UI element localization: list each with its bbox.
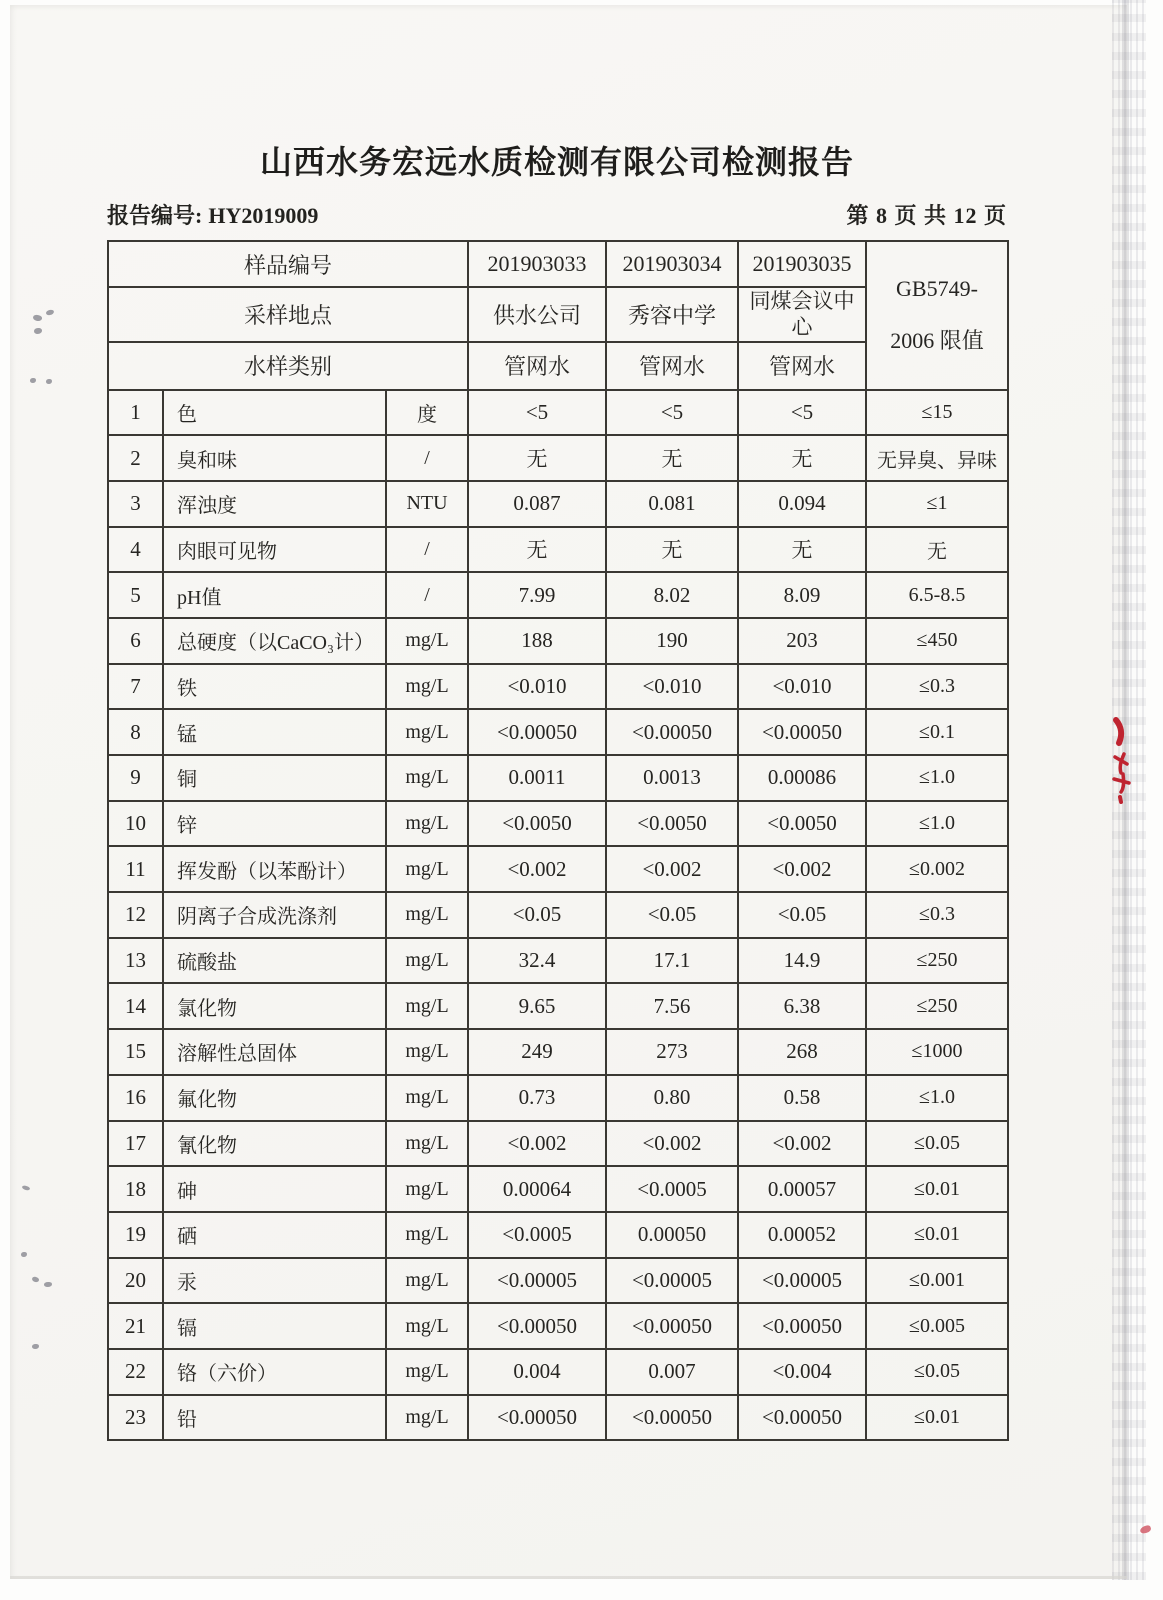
sample2-value: 8.02 bbox=[606, 572, 738, 618]
sample1-value: <0.0050 bbox=[468, 801, 606, 847]
unit: mg/L bbox=[386, 1395, 468, 1441]
table-row bbox=[108, 390, 1008, 436]
page-indicator: 第 8 页 共 12 页 bbox=[846, 203, 1007, 228]
unit: / bbox=[386, 527, 468, 573]
parameter-name: 臭和味 bbox=[163, 435, 386, 481]
header-cell: 管网水 bbox=[468, 342, 606, 390]
limit-value: ≤0.01 bbox=[866, 1166, 1008, 1212]
sample2-value: 无 bbox=[606, 527, 738, 573]
sample2-value: 0.0013 bbox=[606, 755, 738, 801]
table-row bbox=[108, 1395, 1008, 1441]
table-row bbox=[108, 938, 1008, 984]
limit-value: ≤450 bbox=[866, 618, 1008, 664]
row-number: 1 bbox=[108, 390, 163, 436]
limit-value: ≤0.3 bbox=[866, 892, 1008, 938]
sample3-value: 0.00052 bbox=[738, 1212, 866, 1258]
unit: mg/L bbox=[386, 983, 468, 1029]
sample1-value: <0.00050 bbox=[468, 1395, 606, 1441]
sample3-value: 6.38 bbox=[738, 983, 866, 1029]
parameter-name: 色 bbox=[163, 390, 386, 436]
limit-value: ≤250 bbox=[866, 983, 1008, 1029]
sample1-value: <0.00050 bbox=[468, 709, 606, 755]
header-cell: 供水公司 bbox=[468, 287, 606, 342]
parameter-name: 硒 bbox=[163, 1212, 386, 1258]
row-number: 8 bbox=[108, 709, 163, 755]
table-row bbox=[108, 846, 1008, 892]
sample2-value: <0.002 bbox=[606, 846, 738, 892]
sample1-value: 无 bbox=[468, 435, 606, 481]
unit: mg/L bbox=[386, 1303, 468, 1349]
row-number: 20 bbox=[108, 1258, 163, 1304]
parameter-name: 铜 bbox=[163, 755, 386, 801]
row-number: 21 bbox=[108, 1303, 163, 1349]
limit-value: ≤1.0 bbox=[866, 1075, 1008, 1121]
table-row bbox=[108, 755, 1008, 801]
limit-value: ≤1 bbox=[866, 481, 1008, 527]
limit-value: ≤0.3 bbox=[866, 664, 1008, 710]
parameter-name: 硫酸盐 bbox=[163, 938, 386, 984]
limit-value: ≤250 bbox=[866, 938, 1008, 984]
unit: mg/L bbox=[386, 664, 468, 710]
parameter-name: 铬（六价） bbox=[163, 1349, 386, 1395]
limit-value: ≤15 bbox=[866, 390, 1008, 436]
limit-value: 6.5-8.5 bbox=[866, 572, 1008, 618]
table-row bbox=[108, 709, 1008, 755]
limit-value: ≤0.001 bbox=[866, 1258, 1008, 1304]
sample2-value: <0.00005 bbox=[606, 1258, 738, 1304]
sample2-value: <0.010 bbox=[606, 664, 738, 710]
sample3-value: <5 bbox=[738, 390, 866, 436]
unit: mg/L bbox=[386, 709, 468, 755]
parameter-name: 锌 bbox=[163, 801, 386, 847]
limit-value: 无异臭、异味 bbox=[866, 435, 1008, 481]
table-row bbox=[108, 1029, 1008, 1075]
report-meta bbox=[107, 199, 1007, 230]
sample1-value: <5 bbox=[468, 390, 606, 436]
row-number: 11 bbox=[108, 846, 163, 892]
table-row bbox=[108, 1121, 1008, 1167]
header-row bbox=[108, 241, 1008, 287]
row-number: 19 bbox=[108, 1212, 163, 1258]
sample1-value: <0.0005 bbox=[468, 1212, 606, 1258]
sample1-value: <0.002 bbox=[468, 1121, 606, 1167]
unit: mg/L bbox=[386, 1349, 468, 1395]
row-number: 14 bbox=[108, 983, 163, 1029]
row-number: 4 bbox=[108, 527, 163, 573]
limit-value: ≤0.01 bbox=[866, 1395, 1008, 1441]
row-number: 12 bbox=[108, 892, 163, 938]
paper-sheet bbox=[10, 5, 1127, 1579]
sample2-value: <0.05 bbox=[606, 892, 738, 938]
header-cell: 同煤会议中心 bbox=[738, 287, 866, 342]
row-number: 15 bbox=[108, 1029, 163, 1075]
parameter-name: 镉 bbox=[163, 1303, 386, 1349]
parameter-name: 溶解性总固体 bbox=[163, 1029, 386, 1075]
parameter-name: 氟化物 bbox=[163, 1075, 386, 1121]
table-row bbox=[108, 435, 1008, 481]
limit-value: ≤1000 bbox=[866, 1029, 1008, 1075]
report-number-value: HY2019009 bbox=[208, 203, 319, 228]
limit-value: ≤0.1 bbox=[866, 709, 1008, 755]
sample1-value: 7.99 bbox=[468, 572, 606, 618]
row-number: 22 bbox=[108, 1349, 163, 1395]
table-row bbox=[108, 527, 1008, 573]
parameter-name: 总硬度（以CaCO₃计） bbox=[163, 618, 386, 664]
sample3-value: <0.00050 bbox=[738, 1303, 866, 1349]
sample3-value: 0.00057 bbox=[738, 1166, 866, 1212]
row-number: 17 bbox=[108, 1121, 163, 1167]
unit: mg/L bbox=[386, 892, 468, 938]
parameter-name: 阴离子合成洗涤剂 bbox=[163, 892, 386, 938]
header-row-label: 水样类别 bbox=[108, 342, 468, 390]
sample3-value: <0.002 bbox=[738, 1121, 866, 1167]
sample3-value: 无 bbox=[738, 435, 866, 481]
table-row bbox=[108, 618, 1008, 664]
sample1-value: <0.00050 bbox=[468, 1303, 606, 1349]
red-ink-marks bbox=[1106, 712, 1140, 804]
unit: mg/L bbox=[386, 938, 468, 984]
sample3-value: 0.58 bbox=[738, 1075, 866, 1121]
parameter-name: 砷 bbox=[163, 1166, 386, 1212]
unit: NTU bbox=[386, 481, 468, 527]
sample2-value: 0.80 bbox=[606, 1075, 738, 1121]
table-row bbox=[108, 983, 1008, 1029]
limit-standard-header: GB5749- 2006 限值 bbox=[866, 241, 1008, 390]
results-table-container bbox=[107, 240, 1009, 1441]
sample2-value: <0.0050 bbox=[606, 801, 738, 847]
parameter-name: 铁 bbox=[163, 664, 386, 710]
sample3-value: 无 bbox=[738, 527, 866, 573]
sample1-value: <0.010 bbox=[468, 664, 606, 710]
header-cell: 201903034 bbox=[606, 241, 738, 287]
unit: mg/L bbox=[386, 1029, 468, 1075]
sample2-value: 17.1 bbox=[606, 938, 738, 984]
unit: mg/L bbox=[386, 801, 468, 847]
parameter-name: 锰 bbox=[163, 709, 386, 755]
sample3-value: <0.00050 bbox=[738, 1395, 866, 1441]
row-number: 5 bbox=[108, 572, 163, 618]
parameter-name: 氯化物 bbox=[163, 983, 386, 1029]
parameter-name: 铅 bbox=[163, 1395, 386, 1441]
sample3-value: 14.9 bbox=[738, 938, 866, 984]
sample1-value: <0.00005 bbox=[468, 1258, 606, 1304]
limit-value: ≤1.0 bbox=[866, 755, 1008, 801]
header-cell: 管网水 bbox=[738, 342, 866, 390]
parameter-name: pH值 bbox=[163, 572, 386, 618]
row-number: 10 bbox=[108, 801, 163, 847]
sample2-value: <0.00050 bbox=[606, 709, 738, 755]
row-number: 9 bbox=[108, 755, 163, 801]
table-row bbox=[108, 1212, 1008, 1258]
row-number: 6 bbox=[108, 618, 163, 664]
sample3-value: <0.010 bbox=[738, 664, 866, 710]
header-cell: 201903035 bbox=[738, 241, 866, 287]
row-number: 13 bbox=[108, 938, 163, 984]
row-number: 2 bbox=[108, 435, 163, 481]
sample2-value: 0.00050 bbox=[606, 1212, 738, 1258]
unit: / bbox=[386, 435, 468, 481]
row-number: 23 bbox=[108, 1395, 163, 1441]
parameter-name: 浑浊度 bbox=[163, 481, 386, 527]
header-cell: 管网水 bbox=[606, 342, 738, 390]
table-row bbox=[108, 1258, 1008, 1304]
table-row bbox=[108, 1166, 1008, 1212]
unit: mg/L bbox=[386, 1258, 468, 1304]
sample1-value: <0.002 bbox=[468, 846, 606, 892]
header-cell: 秀容中学 bbox=[606, 287, 738, 342]
results-table bbox=[107, 240, 1009, 1441]
unit: mg/L bbox=[386, 1121, 468, 1167]
sample3-value: <0.002 bbox=[738, 846, 866, 892]
sample1-value: 0.00064 bbox=[468, 1166, 606, 1212]
table-row bbox=[108, 572, 1008, 618]
limit-value: ≤0.005 bbox=[866, 1303, 1008, 1349]
sample1-value: 0.0011 bbox=[468, 755, 606, 801]
sample2-value: <5 bbox=[606, 390, 738, 436]
sample2-value: <0.002 bbox=[606, 1121, 738, 1167]
sample1-value: 9.65 bbox=[468, 983, 606, 1029]
paper-bottom-edge bbox=[10, 1576, 1127, 1579]
sample2-value: <0.0005 bbox=[606, 1166, 738, 1212]
sample1-value: 0.004 bbox=[468, 1349, 606, 1395]
limit-value: ≤0.05 bbox=[866, 1121, 1008, 1167]
unit: mg/L bbox=[386, 618, 468, 664]
sample3-value: 203 bbox=[738, 618, 866, 664]
unit: mg/L bbox=[386, 1212, 468, 1258]
sample2-value: 无 bbox=[606, 435, 738, 481]
sample2-value: 0.007 bbox=[606, 1349, 738, 1395]
parameter-name: 氰化物 bbox=[163, 1121, 386, 1167]
sample3-value: <0.0050 bbox=[738, 801, 866, 847]
table-row bbox=[108, 1303, 1008, 1349]
sample2-value: 0.081 bbox=[606, 481, 738, 527]
table-row bbox=[108, 892, 1008, 938]
sample3-value: <0.004 bbox=[738, 1349, 866, 1395]
unit: / bbox=[386, 572, 468, 618]
parameter-name: 肉眼可见物 bbox=[163, 527, 386, 573]
sample3-value: <0.05 bbox=[738, 892, 866, 938]
table-row bbox=[108, 1349, 1008, 1395]
table-row bbox=[108, 801, 1008, 847]
sample3-value: 0.094 bbox=[738, 481, 866, 527]
unit: mg/L bbox=[386, 755, 468, 801]
row-number: 7 bbox=[108, 664, 163, 710]
sample3-value: 0.00086 bbox=[738, 755, 866, 801]
sample3-value: <0.00050 bbox=[738, 709, 866, 755]
header-row-label: 采样地点 bbox=[108, 287, 468, 342]
header-cell: 201903033 bbox=[468, 241, 606, 287]
header-row-label: 样品编号 bbox=[108, 241, 468, 287]
sample1-value: 188 bbox=[468, 618, 606, 664]
parameter-name: 汞 bbox=[163, 1258, 386, 1304]
sample3-value: 8.09 bbox=[738, 572, 866, 618]
unit: 度 bbox=[386, 390, 468, 436]
sample2-value: <0.00050 bbox=[606, 1395, 738, 1441]
sample1-value: 0.087 bbox=[468, 481, 606, 527]
sample2-value: 7.56 bbox=[606, 983, 738, 1029]
sample3-value: 268 bbox=[738, 1029, 866, 1075]
sample1-value: 249 bbox=[468, 1029, 606, 1075]
unit: mg/L bbox=[386, 846, 468, 892]
row-number: 3 bbox=[108, 481, 163, 527]
sample2-value: 273 bbox=[606, 1029, 738, 1075]
sample2-value: 190 bbox=[606, 618, 738, 664]
sample1-value: 0.73 bbox=[468, 1075, 606, 1121]
limit-value: ≤0.05 bbox=[866, 1349, 1008, 1395]
report-title: 山西水务宏远水质检测有限公司检测报告 bbox=[259, 144, 854, 180]
sample1-value: <0.05 bbox=[468, 892, 606, 938]
row-number: 16 bbox=[108, 1075, 163, 1121]
limit-value: 无 bbox=[866, 527, 1008, 573]
report-number bbox=[107, 199, 324, 230]
table-row bbox=[108, 664, 1008, 710]
limit-value: ≤0.002 bbox=[866, 846, 1008, 892]
unit: mg/L bbox=[386, 1075, 468, 1121]
table-row bbox=[108, 1075, 1008, 1121]
sample3-value: <0.00005 bbox=[738, 1258, 866, 1304]
table-row bbox=[108, 481, 1008, 527]
unit: mg/L bbox=[386, 1166, 468, 1212]
report-number-label: 报告编号: bbox=[107, 203, 203, 228]
parameter-name: 挥发酚（以苯酚计） bbox=[163, 846, 386, 892]
sample1-value: 32.4 bbox=[468, 938, 606, 984]
sample2-value: <0.00050 bbox=[606, 1303, 738, 1349]
limit-value: ≤0.01 bbox=[866, 1212, 1008, 1258]
sample1-value: 无 bbox=[468, 527, 606, 573]
limit-value: ≤1.0 bbox=[866, 801, 1008, 847]
row-number: 18 bbox=[108, 1166, 163, 1212]
